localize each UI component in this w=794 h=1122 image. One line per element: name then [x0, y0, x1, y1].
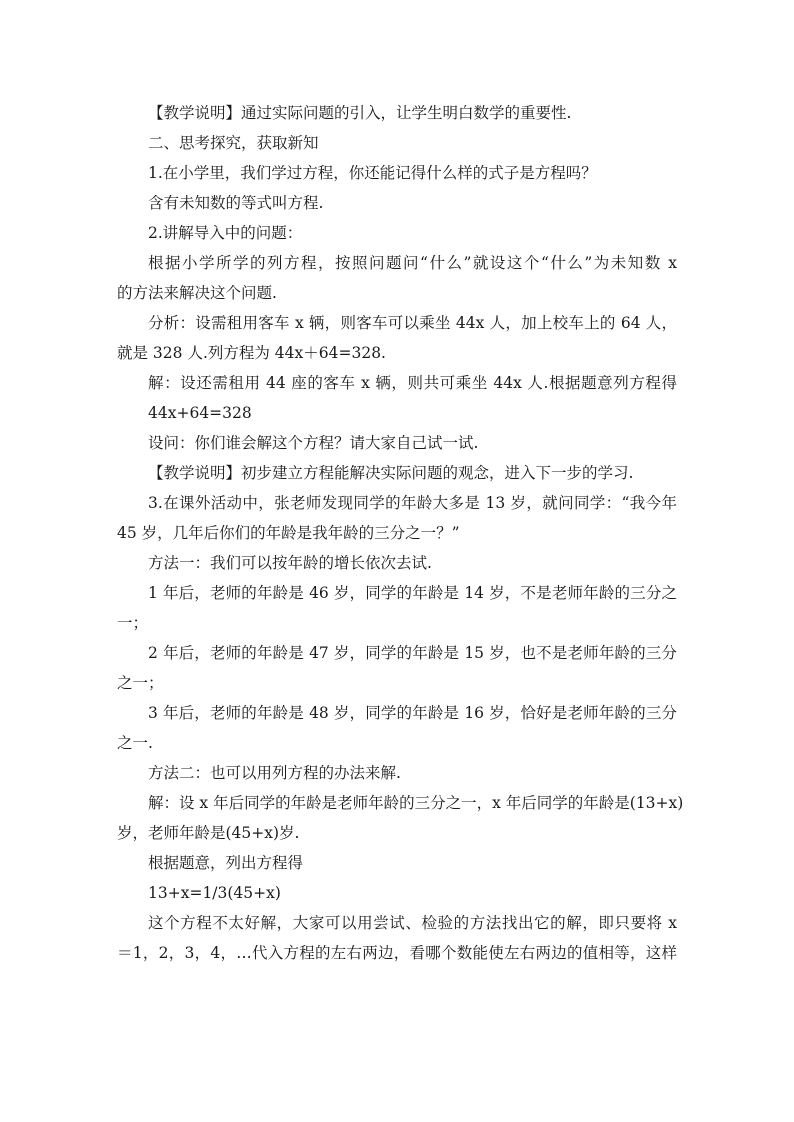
text-line: 一；: [117, 614, 149, 632]
text-line: 【教学说明】初步建立方程能解决实际问题的观念，进入下一步的学习.: [148, 464, 634, 482]
text-line: 3 年后，老师的年龄是 48 岁，同学的年龄是 16 岁，恰好是老师年龄的三分: [148, 704, 677, 722]
text-line: 根据小学所学的列方程，按照问题问“什么”就设这个“什么”为未知数 x: [148, 254, 677, 272]
text-line: 解：设还需租用 44 座的客车 x 辆，则共可乘坐 44x 人.根据题意列方程得: [148, 374, 677, 392]
text-line: 之一.: [117, 734, 153, 752]
text-line: 45 岁，几年后你们的年龄是我年龄的三分之一？”: [117, 524, 460, 542]
text-line: 3.在课外活动中，张老师发现同学的年龄大多是 13 岁，就问同学：“我今年: [148, 494, 677, 512]
text-line: 2.讲解导入中的问题：: [148, 224, 303, 242]
text-line: 设问：你们谁会解这个方程？请大家自己试一试.: [148, 434, 479, 452]
text-line: 1 年后，老师的年龄是 46 岁，同学的年龄是 14 岁，不是老师年龄的三分之: [148, 584, 677, 602]
text-line: 的方法来解决这个问题.: [117, 284, 277, 302]
text-line: 方法一：我们可以按年龄的增长依次去试.: [148, 554, 432, 572]
text-line: 1.在小学里，我们学过方程，你还能记得什么样的式子是方程吗？: [148, 164, 597, 182]
text-line: ＝1，2，3，4，…代入方程的左右两边，看哪个数能使左右两边的值相等，这样: [117, 944, 677, 962]
text-line: 2 年后，老师的年龄是 47 岁，同学的年龄是 15 岁，也不是老师年龄的三分: [148, 644, 677, 662]
text-line: 含有未知数的等式叫方程.: [148, 194, 324, 212]
text-line: 方法二：也可以用列方程的办法来解.: [148, 764, 401, 782]
text-line: 岁，老师年龄是(45+x)岁.: [117, 824, 300, 842]
text-line: 【教学说明】通过实际问题的引入，让学生明白数学的重要性.: [148, 104, 572, 122]
text-line: 13+x=1/3(45+x): [148, 884, 281, 902]
text-line: 44x+64=328: [148, 404, 252, 422]
text-line: 根据题意，列出方程得: [148, 854, 304, 872]
text-line: 分析：设需租用客车 x 辆，则客车可以乘坐 44x 人，加上校车上的 64 人，: [148, 314, 677, 332]
text-line: 二、思考探究，获取新知: [148, 134, 319, 152]
text-line: 解：设 x 年后同学的年龄是老师年龄的三分之一，x 年后同学的年龄是(13+x): [148, 794, 684, 812]
text-line: 就是 328 人.列方程为 44x＋64=328.: [117, 344, 386, 362]
text-line: 之一；: [117, 674, 164, 692]
text-line: 这个方程不太好解，大家可以用尝试、检验的方法找出它的解，即只要将 x: [148, 914, 677, 932]
document-body: [117, 98, 684, 968]
